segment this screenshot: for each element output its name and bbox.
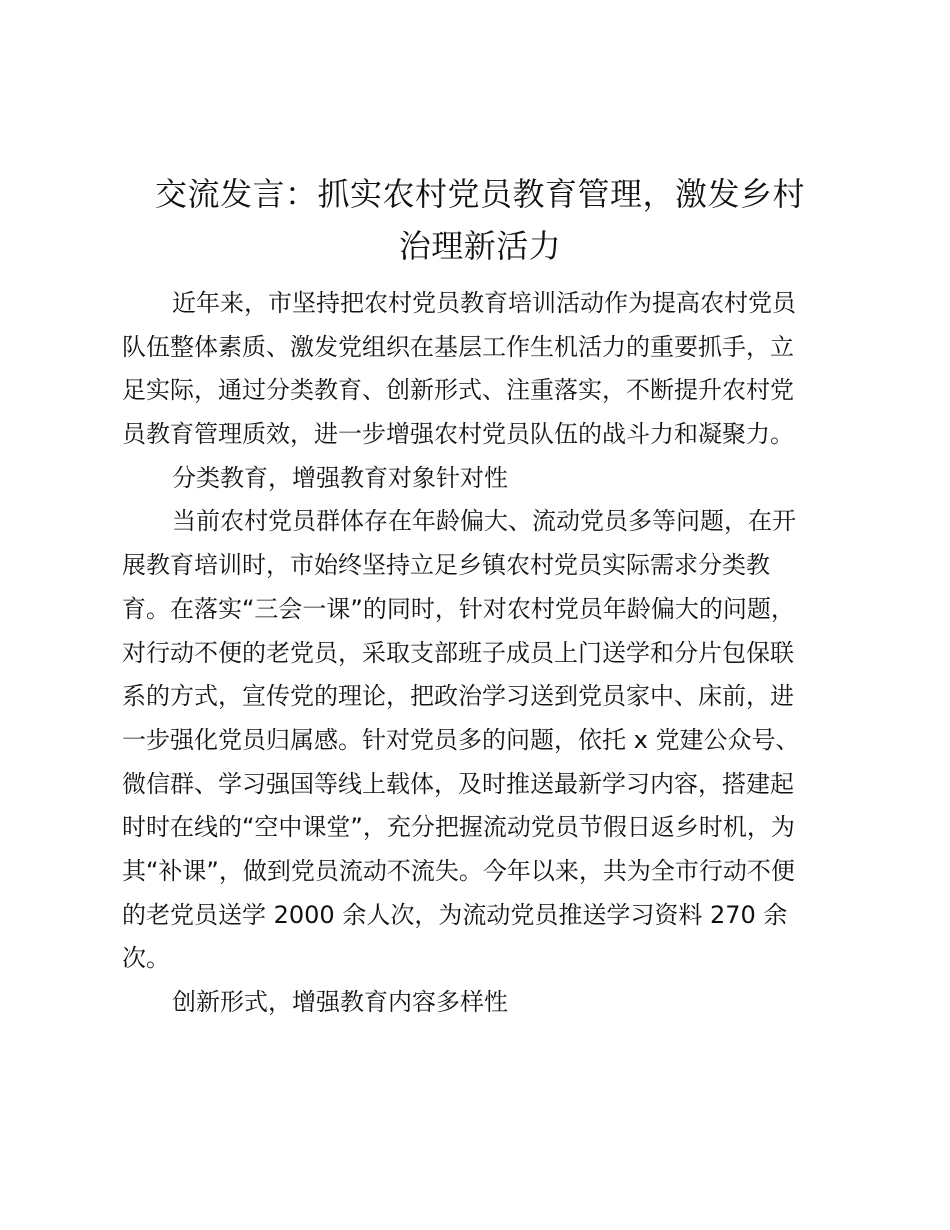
paragraph-line: 当前农村党员群体存在年龄偏大、流动党员多等问题，在开 [172, 507, 796, 536]
paragraph-line: 展教育培训时，市始终坚持立足乡镇农村党员实际需求分类教 [122, 551, 770, 580]
document-title [120, 168, 840, 272]
section-heading-innovative-forms [122, 981, 832, 1025]
paragraph-line: 系的方式，宣传党的理论，把政治学习送到党员家中、床前，进 [122, 682, 794, 711]
section-heading: 创新形式，增强教育内容多样性 [172, 988, 508, 1016]
paragraph-line: 的老党员送学 2000 余人次，为流动党员推送学习资料 270 余 [122, 900, 788, 929]
paragraph-line: 其“补课”，做到党员流动不流失。今年以来，共为全市行动不便 [122, 856, 795, 885]
paragraph-classified-education [122, 500, 832, 981]
paragraph-line: 次。 [122, 944, 170, 973]
document-body [122, 282, 832, 1025]
paragraph-line: 育。在落实“三会一课”的同时，针对农村党员年龄偏大的问题， [122, 594, 795, 623]
paragraph-line: 足实际，通过分类教育、创新形式、注重落实，不断提升农村党 [122, 376, 794, 405]
section-heading: 分类教育，增强教育对象针对性 [172, 463, 508, 492]
paragraph-line: 队伍整体素质、激发党组织在基层工作生机活力的重要抓手，立 [122, 332, 794, 361]
paragraph-line: 员教育管理质效，进一步增强农村党员队伍的战斗力和凝聚力。 [122, 420, 794, 449]
paragraph-line: 近年来，市坚持把农村党员教育培训活动作为提高农村党员 [172, 289, 796, 317]
paragraph-line: 微信群、学习强国等线上载体，及时推送最新学习内容，搭建起 [122, 769, 794, 798]
paragraph-line: 对行动不便的老党员，采取支部班子成员上门送学和分片包保联 [122, 638, 794, 667]
paragraph-line: 时时在线的“空中课堂”，充分把握流动党员节假日返乡时机，为 [122, 813, 795, 842]
section-heading-classified-education [122, 457, 832, 501]
paragraph-intro [122, 282, 832, 457]
title-line-1: 交流发言：抓实农村党员教育管理，激发乡村 [154, 175, 805, 213]
paragraph-line: 一步强化党员归属感。针对党员多的问题，依托 x 党建公众号、 [122, 725, 800, 754]
title-line-2: 治理新活力 [398, 227, 562, 265]
